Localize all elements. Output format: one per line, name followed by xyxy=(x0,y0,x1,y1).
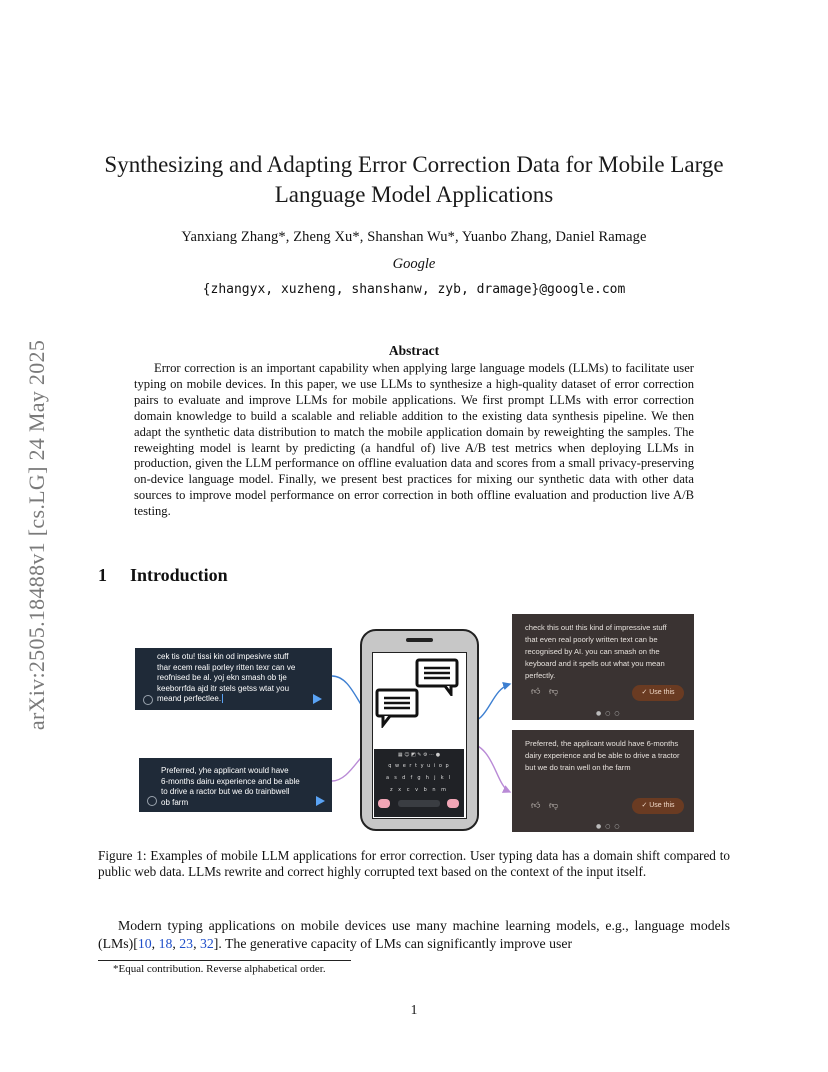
affiliation: Google xyxy=(392,256,436,272)
text-cursor xyxy=(222,694,223,703)
carousel-dots: ● ○ ○ xyxy=(596,823,621,830)
citation-link[interactable]: 23 xyxy=(179,936,194,951)
thumbs-up-icon[interactable]: 👍︎ xyxy=(531,801,541,811)
input2-line: Preferred, yhe applicant would have xyxy=(161,766,289,775)
title-line-1: Synthesizing and Adapting Error Correction Data for Mobile Large xyxy=(104,152,724,177)
abstract-text: Error correction is an important capability when applying large language models (LLMs) to facilitate user typing on mobile devices. In this paper, we use LLMs to synthesize a high-quality dataset of error correction pairs to evaluate and improve LLMs for mobile applications. We first prompt LLMs with error correction domain knowledge to build a scalable and reliable addition to the existing data synthesis pipeline. We then adapt the synthetic data distribution to match the mobile application domain by reweighting the samples. The reweighting model is learnt by predicting (a handful of) live A/B test metrics when deploying LLMs in production, given the LLM performance on offline evaluation data and scores from a small privacy-preserving on-device language model. Finally, we present best practices for mixing our synthetic data with other data sources to improve model performance on error correction in both offline evaluation and production live A/B testing. xyxy=(134,361,694,519)
thumbs-down-icon[interactable]: 👎︎ xyxy=(549,801,559,811)
input1-line: reofnised be al. yoj ekn smash ob tje xyxy=(157,673,287,682)
input2-line: to drive a ractor but we do trainbwell xyxy=(161,787,290,796)
emoji-icon[interactable] xyxy=(147,796,157,806)
keyboard-row-1[interactable]: q w e r t y u i o p xyxy=(388,763,450,769)
figure-caption: Figure 1: Examples of mobile LLM applications for error correction. User typing data has a domain shift compared to public web data. LLMs rewrite and correct highly corrupted text based on the context of the input itself. xyxy=(98,848,730,879)
output2-line: dairy experience and be able to drive a tractor xyxy=(525,751,680,760)
footnote: *Equal contribution. Reverse alphabetical order. xyxy=(113,963,326,975)
check-icon: ✓ xyxy=(641,802,650,809)
abstract-heading: Abstract xyxy=(388,343,440,358)
footnote-rule xyxy=(98,960,351,961)
input1-line: cek tis otu! tissi kin od impesivre stuff xyxy=(157,652,289,661)
output-card-1 xyxy=(512,614,694,720)
authors: Yanxiang Zhang*, Zheng Xu*, Shanshan Wu*, Yuanbo Zhang, Daniel Ramage xyxy=(181,229,647,245)
input-panel-1 xyxy=(135,648,332,710)
chat-bubble-icon xyxy=(415,658,461,696)
keyboard-row-3[interactable]: z x c v b n m xyxy=(389,787,449,793)
keyboard-space-key[interactable] xyxy=(398,800,440,807)
citation-link[interactable]: 18 xyxy=(158,936,173,951)
send-icon[interactable] xyxy=(313,694,322,704)
input1-line: meand perfectlee. xyxy=(157,694,222,703)
output2-line: Preferred, the applicant would have 6-months xyxy=(525,739,679,748)
phone-illustration xyxy=(360,629,479,831)
input2-line: 6-months dairu experience and be able xyxy=(161,776,300,786)
input-panel-2 xyxy=(139,758,332,812)
phone-speaker xyxy=(406,638,433,642)
body-paragraph: Modern typing applications on mobile devices use many machine learning models, e.g., language models (LMs)[10, 18, 23, 32]. The generative capacity of LMs can significantly improve user xyxy=(98,918,730,951)
author-emails: {zhangyx, xuzheng, shanshanw, zyb, dramage}@google.com xyxy=(202,282,626,297)
section-number: 1 xyxy=(98,565,107,585)
input1-line: thar ecem reali porley ritten texr can ve xyxy=(157,662,296,672)
output1-line: recognised by AI. you can smash on the xyxy=(525,647,660,656)
section-title: Introduction xyxy=(130,565,228,585)
keyboard-toolbar: ▦ ☺ ◩ ✎ ⚙ ⋯ ● xyxy=(397,752,441,758)
arxiv-stamp: arXiv:2505.18488v1 [cs.LG] 24 May 2025 xyxy=(24,339,49,731)
phone-screen xyxy=(372,652,467,819)
output-card-2 xyxy=(512,730,694,832)
check-icon: ✓ xyxy=(641,689,650,696)
output1-line: check this out! this kind of impressive stuff xyxy=(525,623,667,632)
use-this-button[interactable]: ✓ Use this xyxy=(632,798,684,814)
output2-line: but we do train well on the farm xyxy=(525,763,631,772)
output1-line: perfectly. xyxy=(525,671,556,680)
keyboard-enter-key[interactable] xyxy=(447,799,459,808)
send-icon[interactable] xyxy=(316,796,325,806)
carousel-dots: ● ○ ○ xyxy=(596,710,621,717)
keyboard-symbols-key[interactable] xyxy=(378,799,390,808)
thumbs-up-icon[interactable]: 👍︎ xyxy=(531,687,541,697)
emoji-icon[interactable] xyxy=(143,695,153,705)
input1-line: keeborrfda ajd itr stels getss wtat you xyxy=(157,683,290,693)
output1-line: that even real poorly written text can be xyxy=(525,635,658,644)
keyboard-row-2[interactable]: a s d f g h j k l xyxy=(386,775,452,781)
title-line-2: Language Model Applications xyxy=(274,182,554,207)
keyboard xyxy=(374,749,464,817)
output1-line: keyboard and it spells out what you mean xyxy=(525,659,665,668)
chat-bubble-icon xyxy=(375,688,421,728)
use-this-button[interactable]: ✓ Use this xyxy=(632,685,684,701)
page-number: 1 xyxy=(410,1002,418,1017)
citation-link[interactable]: 10 xyxy=(137,936,152,951)
input2-line: ob farm xyxy=(161,797,189,807)
citation-link[interactable]: 32 xyxy=(199,936,214,951)
thumbs-down-icon[interactable]: 👎︎ xyxy=(549,687,559,697)
